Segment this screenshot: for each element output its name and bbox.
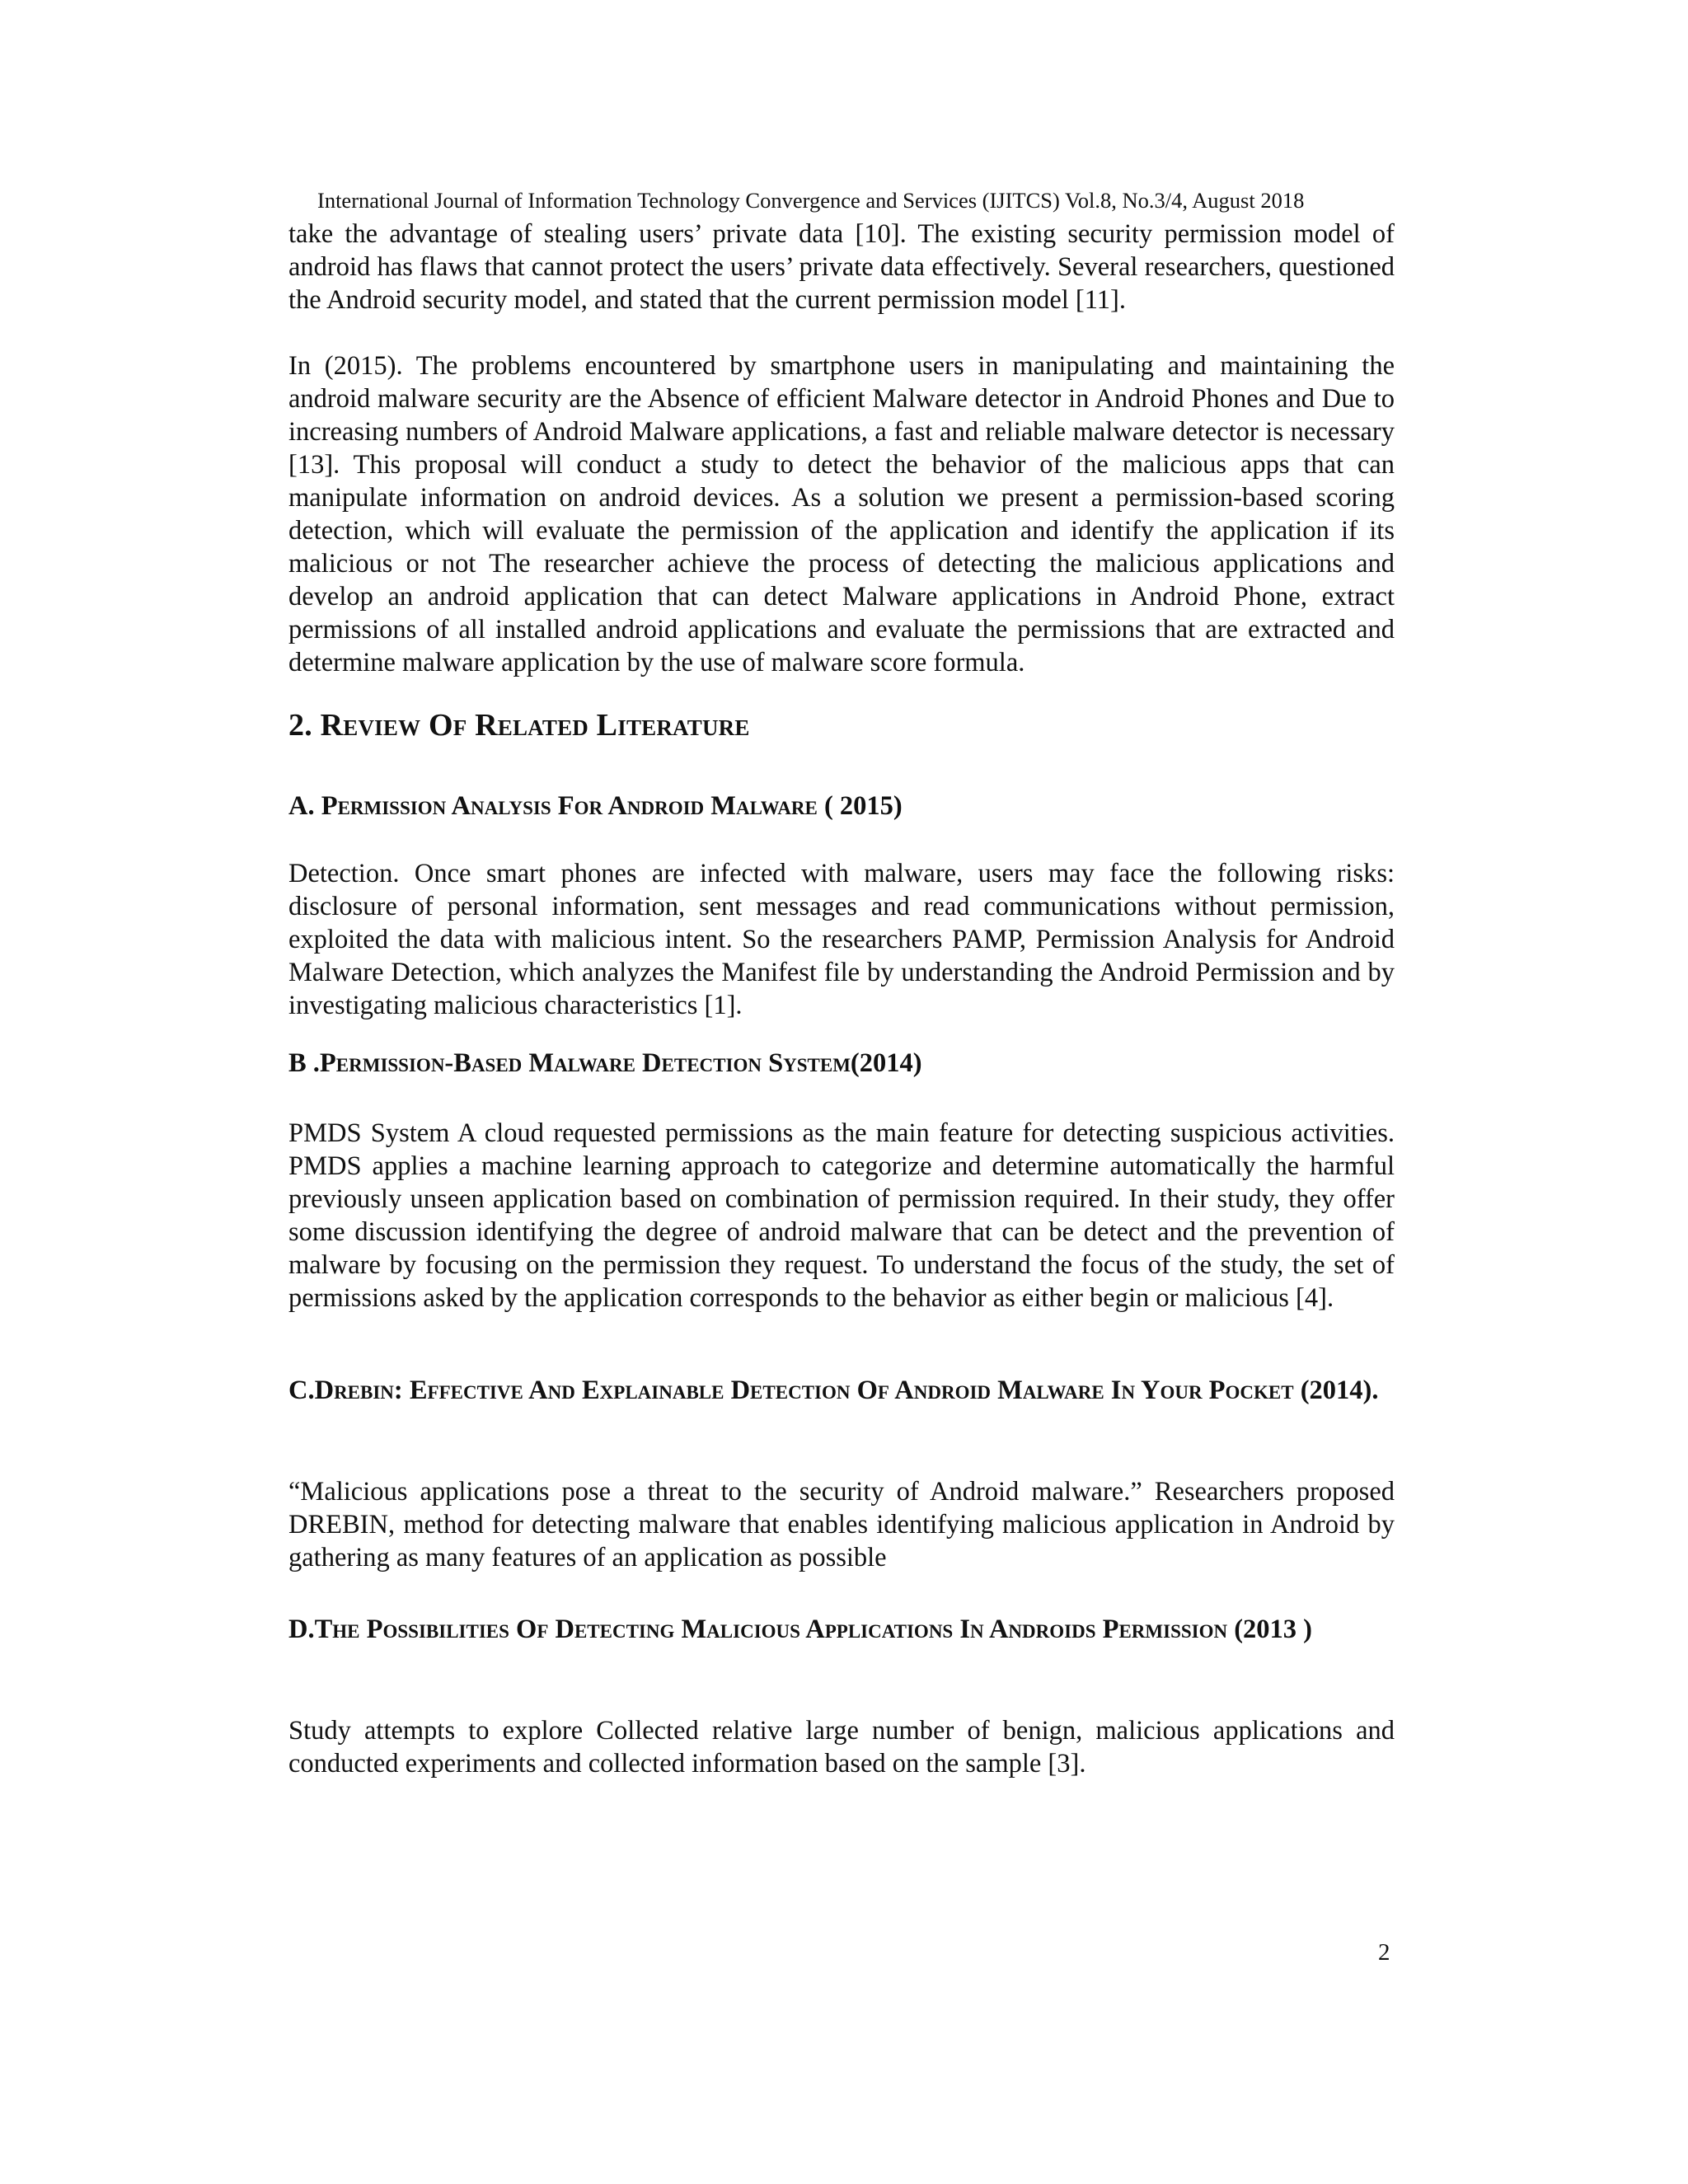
body-paragraph-1: take the advantage of stealing users’ private data [10]. The existing security permission model of android has flaws that cannot protect the users’ private data effectively. Several researchers, questioned the Android security model, and stated that the current permission model [11]. <box>288 219 1395 315</box>
body-paragraph-2: In (2015). The problems encountered by smartphone users in manipulating and maintaining the android malware security are the Absence of efficient Malware detector in Android Phones and Due to increasing numbers of Android Malware applications, a fast and reliable malware detector is necessary [13]. This proposal will conduct a study to detect the behavior of the malicious apps that can manipulate information on android devices. As a solution we present a permission-based scoring detection, which will evaluate the permission of the application and identify the application if its malicious or not The researcher achieve the process of detecting the malicious applications and develop an android application that can detect Malware applications in Android Phone, extract permissions of all installed android applications and evaluate the permissions that are extracted and determine malware application by the use of malware score formula. <box>288 351 1395 677</box>
section-2-heading: 2. Review Of Related Literature <box>288 708 750 743</box>
subsection-a-paragraph: Detection. Once smart phones are infected with malware, users may face the following risks: disclosure of personal information, sent messages and read communications without permission, exploited the data with malicious intent. So the researchers PAMP, Permission Analysis for Android Malware Detection, which analyzes the Manifest file by understanding the Android Permission and by investigating malicious characteristics [1]. <box>288 859 1395 1020</box>
page-number: 2 <box>1378 1939 1390 1966</box>
subsection-b-paragraph: PMDS System A cloud requested permissions as the main feature for detecting suspicious activities. PMDS applies a machine learning approach to categorize and determine automatically the harmful previously unseen application based on combination of permission required. In their study, they offer some discussion identifying the degree of android malware that can be detect and the prevention of malware by focusing on the permission they request. To understand the focus of the study, the set of permissions asked by the application corresponds to the behavior as either begin or malicious [4]. <box>288 1118 1395 1313</box>
subsection-d-paragraph: Study attempts to explore Collected relative large number of benign, malicious applications and conducted experiments and collected information based on the sample [3]. <box>288 1716 1395 1779</box>
running-header: International Journal of Information Technology Convergence and Services (IJITCS) Vol.8, No.3/4, August 2018 <box>317 188 1305 213</box>
subsection-c-paragraph: “Malicious applications pose a threat to the security of Android malware.” Researchers proposed DREBIN, method for detecting malware that enables identifying malicious application in Android by gathering as many features of an application as possible <box>288 1477 1395 1572</box>
subsection-d-heading: D.The Possibilities Of Detecting Malicious Applications In Androids Permission (2013 ) <box>288 1615 1312 1644</box>
subsection-a-heading: A. Permission Analysis For Android Malware ( 2015) <box>288 791 903 821</box>
subsection-b-heading: B .Permission-Based Malware Detection System(2014) <box>288 1048 922 1078</box>
subsection-c-heading: C.Drebin: Effective And Explainable Detection Of Android Malware In Your Pocket (2014). <box>288 1376 1379 1405</box>
